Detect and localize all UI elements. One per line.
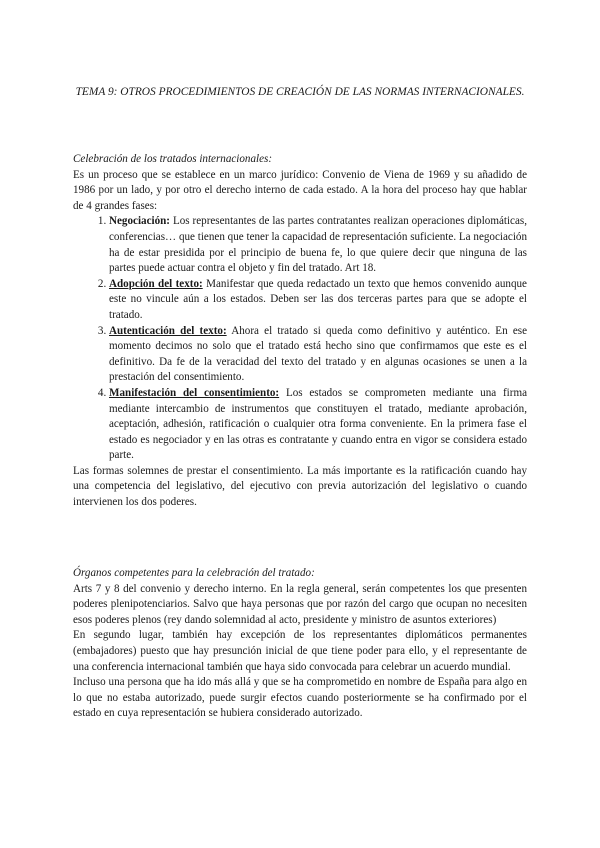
phases-list bbox=[73, 214, 527, 464]
intro-paragraph: Es un proceso que se establece en un marco jurídico: Convenio de Viena de 1969 y su añadido de 1986 por un lado, y por otro el derecho interno de cada estado. A la hora del proceso hay que hablar de 4 grandes fases: bbox=[73, 168, 527, 212]
body-paragraph: Incluso una persona que ha ido más allá y que se ha comprometido en nombre de España para algo en lo que no estaba autorizado, puede surgir efectos cuando posteriormente se ha confirmado por el estado en cuya representación se hubiera considerado autorizado. bbox=[73, 676, 527, 720]
list-item bbox=[109, 277, 527, 324]
page-title: TEMA 9: OTROS PROCEDIMIENTOS DE CREACIÓN DE LAS NORMAS INTERNACIONALES. bbox=[75, 86, 525, 98]
phase-term: Negociación: bbox=[109, 215, 170, 228]
phase-term: Autenticación del texto: bbox=[109, 324, 227, 337]
section-celebracion bbox=[73, 152, 527, 511]
phase-text: Manifestar que queda redactado un texto que hemos convenido aunque este no vincule aún a los estados. Deben ser las dos terceras partes para que se adopte el tratado. bbox=[109, 277, 527, 321]
phase-term: Manifestación del consentimiento: bbox=[109, 386, 280, 399]
list-item bbox=[109, 324, 527, 386]
list-item bbox=[109, 214, 527, 276]
body-paragraph: Arts 7 y 8 del convenio y derecho interno. En la regla general, serán competentes los que presenten poderes plenipotenciarios. Salvo que haya personas que por razón del cargo que ocupan no necesiten esos poderes plenos (rey dando solemnidad al acto, presidente y ministro de asuntos exteriores) bbox=[73, 582, 527, 626]
section-organos bbox=[73, 566, 527, 722]
list-item bbox=[109, 386, 527, 464]
closing-paragraph: Las formas solemnes de prestar el consentimiento. La más importante es la ratificación cuando hay una competencia del legislativo, del ejecutivo con previa autorización del legislativo o cuando intervienen los dos poderes. bbox=[73, 464, 527, 509]
body-paragraph: En segundo lugar, también hay excepción de los representantes diplomáticos permanentes (embajadores) puesto que hay presunción inicial de que tiene poder para ello, y el representante de una conferencia internacional también que haya sido convocada para celebrar un acuerdo mundial. bbox=[73, 629, 527, 673]
section-heading: Órganos competentes para la celebración del tratado: bbox=[73, 567, 315, 579]
phase-text: Ahora el tratado si queda como definitivo y auténtico. En ese momento decimos no solo que el tratado está hecho sino que confirmamos que este es el definitivo. Da fe de la veracidad del texto del tratado y en algunas ocasiones se unen a la prestación del consentimiento. bbox=[109, 324, 528, 384]
phase-text: Los representantes de las partes contratantes realizan operaciones diplomáticas, conferencias… que tienen que tener la capacidad de representación suficiente. La negociación ha de estar presidida por el principio de buena fe, lo que quiere decir que ninguna de las partes puede actuar contra el objeto y fin del tratado. Art 18. bbox=[109, 215, 527, 275]
phase-term: Adopción del texto: bbox=[109, 277, 203, 290]
section-heading: Celebración de los tratados internacionales: bbox=[73, 153, 273, 165]
phase-text: Los estados se comprometen mediante una firma mediante intercambio de instrumentos que constituyen el tratado, mediante aprobación, aceptación, adhesión, ratificación o cualquier otra forma conveniente. En la primera fase el estado es negociador y en las otras es contratante y cuando entra en vigor se considera estado parte. bbox=[109, 386, 527, 462]
